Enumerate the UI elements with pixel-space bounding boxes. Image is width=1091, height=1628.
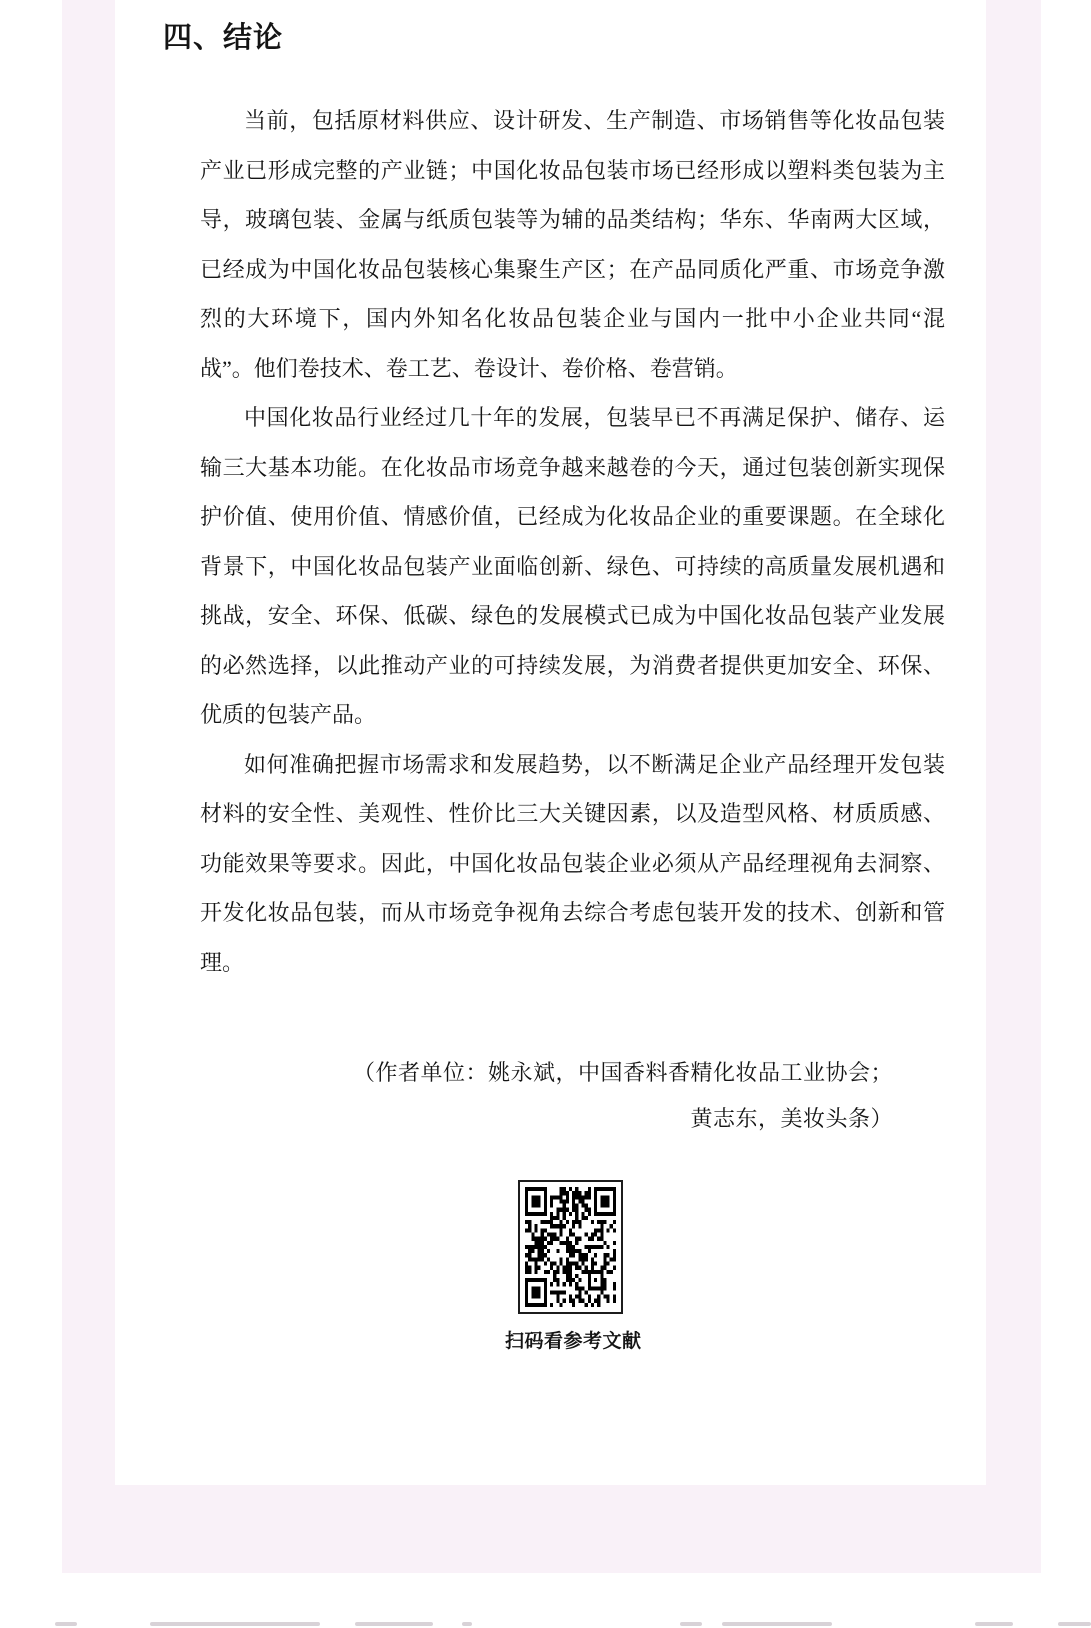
paragraph-1: 当前，包括原材料供应、设计研发、生产制造、市场销售等化妆品包装产业已形成完整的产业链；中国化妆品包装市场已经形成以塑料类包装为主导，玻璃包装、金属与纸质包装等为辅的品类结构；华东、华南两大区域，已经成为中国化妆品包装核心集聚生产区；在产品同质化严重、市场竞争激烈的大环境下，国内外知名化妆品包装企业与国内一批中小企业共同“混战”。他们卷技术、卷工艺、卷设计、卷价格、卷营销。 bbox=[200, 108, 945, 381]
paragraph-3: 如何准确把握市场需求和发展趋势，以不断满足企业产品经理开发包装材料的安全性、美观性、性价比三大关键因素，以及造型风格、材质质感、功能效果等要求。因此，中国化妆品包装企业必须从产品经理视角去洞察、开发化妆品包装，而从市场竞争视角去综合考虑包装开发的技术、创新和管理。 bbox=[200, 751, 945, 975]
scan-artifact bbox=[462, 1622, 472, 1626]
paragraph-2: 中国化妆品行业经过几十年的发展，包装早已不再满足保护、储存、运输三大基本功能。在化妆品市场竞争越来越卷的今天，通过包装创新实现保护价值、使用价值、情感价值，已经成为化妆品企业的重要课题。在全球化背景下，中国化妆品包装产业面临创新、绿色、可持续的高质量发展机遇和挑战，安全、环保、低碳、绿色的发展模式已成为中国化妆品包装产业发展的必然选择，以此推动产业的可持续发展，为消费者提供更加安全、环保、优质的包装产品。 bbox=[200, 405, 945, 728]
scan-artifact bbox=[55, 1622, 77, 1626]
attribution-line-1: （作者单位：姚永斌，中国香料香精化妆品工业协会； bbox=[352, 1060, 893, 1085]
article-body bbox=[200, 96, 945, 987]
scan-artifact bbox=[355, 1622, 433, 1626]
document-page bbox=[115, 0, 986, 1485]
scan-artifact bbox=[722, 1622, 832, 1626]
qr-code bbox=[518, 1180, 623, 1314]
scan-artifact bbox=[150, 1622, 320, 1626]
qr-caption: 扫码看参考文献 bbox=[505, 1331, 642, 1352]
attribution-line-2: 黄志东，美妆头条） bbox=[690, 1106, 893, 1131]
scan-artifact bbox=[680, 1622, 702, 1626]
section-heading: 四、结论 bbox=[163, 22, 284, 54]
author-attribution bbox=[353, 1050, 893, 1142]
scan-artifact bbox=[1058, 1622, 1091, 1626]
scan-artifact bbox=[975, 1622, 1013, 1626]
qr-code-canvas bbox=[525, 1187, 616, 1307]
